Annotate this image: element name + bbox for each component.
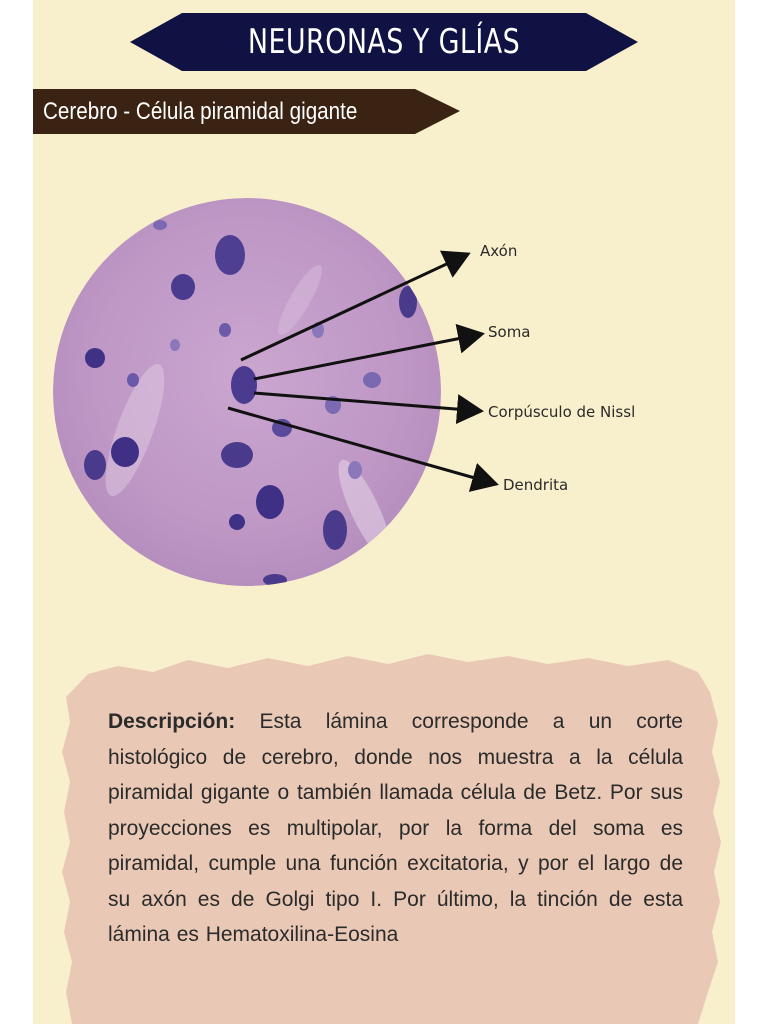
description-text xyxy=(108,704,683,953)
label-nissl: Corpúsculo de Nissl xyxy=(488,403,636,421)
section-subtitle: Cerebro - Célula piramidal gigante xyxy=(43,97,358,125)
label-soma: Soma xyxy=(488,323,531,341)
description-box xyxy=(58,652,722,1024)
description-heading: Descripción: xyxy=(108,710,236,733)
label-axon: Axón xyxy=(480,242,518,260)
label-dendrite: Dendrita xyxy=(503,476,569,494)
micrograph-circle xyxy=(53,198,441,586)
description-body: Esta lámina corresponde a un corte histológico de cerebro, donde nos muestra a la célula piramidal gigante o también llamada célula de Betz. Por sus proyecciones es multipolar, por la forma del soma es piramidal, cumple una función excitatoria, y por el largo de su axón es de Golgi tipo I. Por último, la tinción de esta lámina es Hematoxilina-Eosina xyxy=(108,710,683,946)
page-title: NEURONAS Y GLÍAS xyxy=(247,22,521,62)
